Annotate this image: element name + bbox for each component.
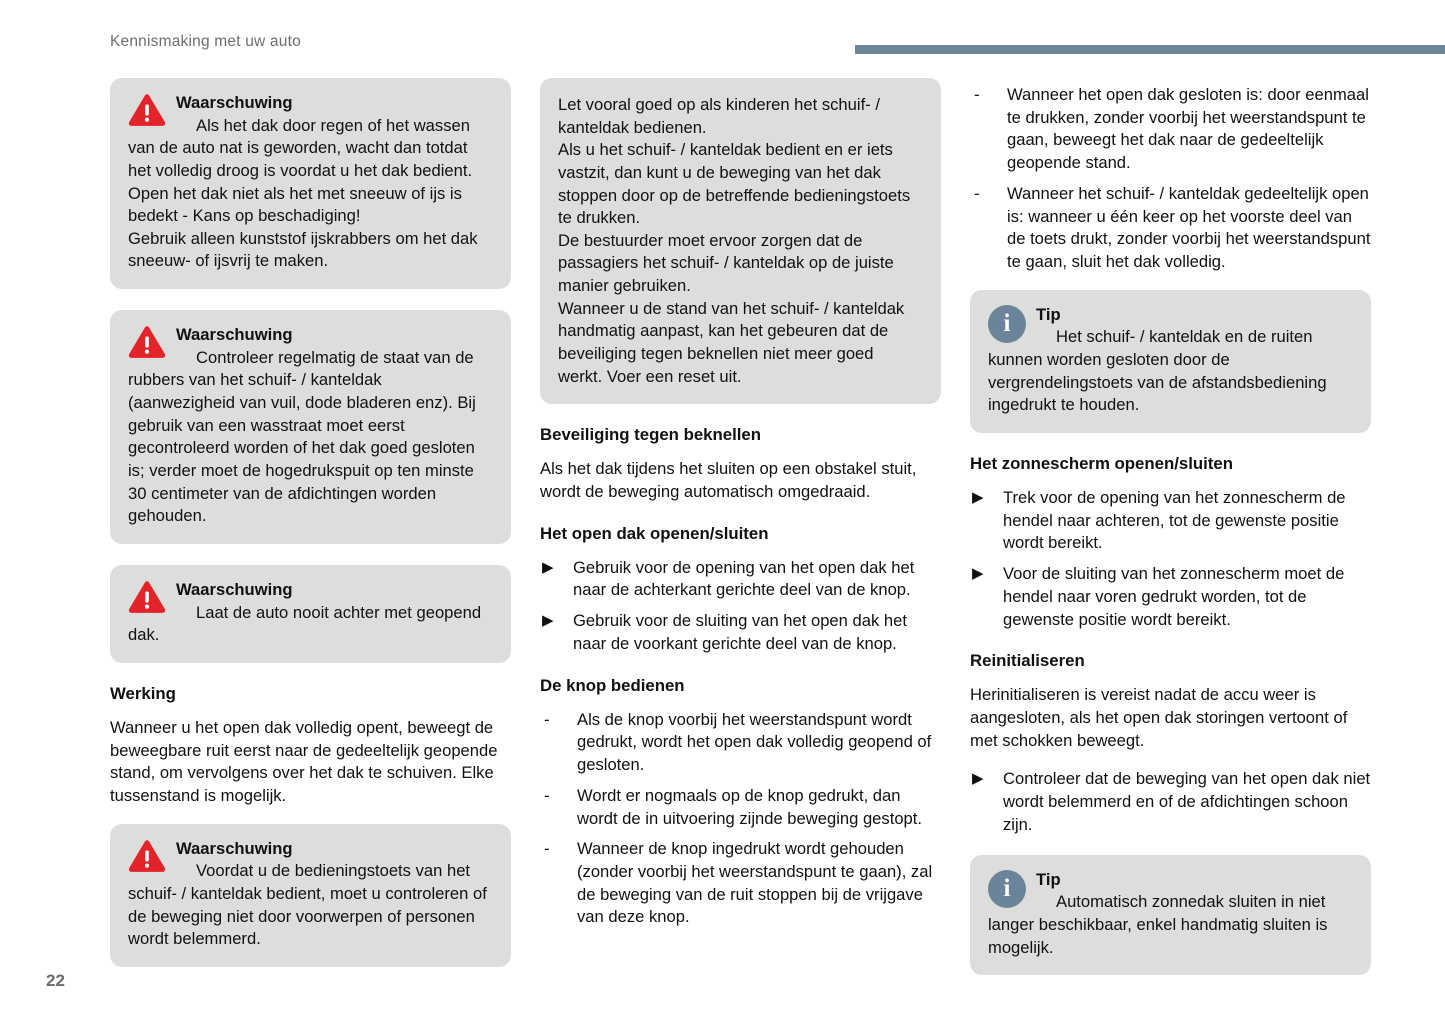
warning-callout-1-lead: Als het dak door regen of het wassen — [196, 115, 470, 135]
column3-top-list — [970, 84, 1371, 274]
warning-triangle-icon — [128, 580, 166, 613]
list-item — [970, 183, 1371, 274]
warning-callout-2-rest: de rubbers van het schuif- / kanteldak (aanwezigheid van vuil, dode bladeren enz). Bij gebruik van een wasstraat moet eerst gecontroleerd worden of het dak goed gesloten is; verder moet de hogedrukspuit op ten minste 30 centimeter van de afdichtingen worden gehouden. — [128, 347, 476, 526]
tip-callout-1-title: Tip — [1036, 304, 1061, 324]
list-item-text: Controleer dat de beweging van het open dak niet wordt belemmerd en of de afdichtingen schoon zijn. — [1003, 769, 1371, 834]
list-item — [540, 610, 941, 655]
tip-callout-2-lead: Automatisch zonnedak sluiten in niet — [1056, 892, 1326, 912]
warning-callout-4-lead: Voordat u de bedieningstoets van — [196, 861, 443, 881]
triangle-bullet-icon: ▶ — [542, 558, 554, 576]
tip-callout-1 — [970, 290, 1371, 433]
tip-callout-2-body — [988, 869, 1351, 960]
reinitialiseren-list — [970, 768, 1371, 836]
tip-callout-2-title: Tip — [1036, 869, 1061, 889]
heading-zonnescherm: Het zonnescherm openen/sluiten — [970, 453, 1233, 473]
warning-callout-3-lead: Laat de auto nooit achter met — [196, 602, 412, 622]
heading-open-dak: Het open dak openen/sluiten — [540, 523, 769, 543]
info-circle-icon: i — [988, 870, 1026, 908]
list-item — [540, 785, 941, 830]
knop-bedienen-list — [540, 709, 941, 929]
page-header-title: Kennismaking met uw auto — [110, 33, 301, 50]
list-item-text: Wanneer het schuif- / kanteldak gedeeltelijk open is: wanneer u één keer op het voorste deel van de toets drukt, zonder voorbij het weerstandspunt te gaan, sluit het dak volledig. — [1007, 183, 1371, 272]
info-callout-children — [540, 78, 941, 404]
heading-de-knop-bedienen: De knop bedienen — [540, 675, 685, 695]
list-item — [540, 838, 941, 929]
warning-callout-2 — [110, 310, 511, 544]
list-item-text: Als de knop voorbij het weerstandspunt wordt gedrukt, wordt het open dak volledig geopend of gesloten. — [577, 709, 932, 775]
list-item-text: Voor de sluiting van het zonnescherm moet de hendel naar voren gedrukt worden, tot de gewenste positie wordt bereikt. — [1003, 564, 1345, 629]
warning-callout-4-title: Waarschuwing — [176, 838, 293, 858]
tip-callout-2 — [970, 855, 1371, 976]
column-1 — [110, 78, 511, 996]
warning-callout-2-title: Waarschuwing — [176, 325, 293, 345]
triangle-bullet-icon: ▶ — [972, 565, 984, 583]
triangle-bullet-icon: ▶ — [972, 488, 984, 506]
heading-beveiliging: Beveiliging tegen beknellen — [540, 425, 762, 445]
beveiliging-paragraph: Als het dak tijdens het sluiten op een obstakel stuit, wordt de beweging automatisch omgedraaid. — [540, 459, 917, 502]
list-item-text: Wanneer het open dak gesloten is: door eenmaal te drukken, zonder voorbij het weerstandspunt te gaan, beweegt het dak naar de gedeeltelijk geopende stand. — [1007, 85, 1369, 173]
triangle-bullet-icon: ▶ — [972, 770, 984, 788]
list-item-text: Wanneer de knop ingedrukt wordt gehouden (zonder voorbij het weerstandspunt te gaan), zal de beweging van de ruit stoppen bij de vrijgave van deze knop. — [577, 839, 933, 927]
warning-callout-3-body — [128, 579, 491, 647]
warning-callout-3 — [110, 565, 511, 663]
header-rule — [855, 45, 1445, 54]
list-item-text: Wordt er nogmaals op de knop gedrukt, dan wordt de in uitvoering zijnde beweging gestopt. — [577, 785, 923, 828]
warning-callout-1 — [110, 78, 511, 289]
tip-callout-1-body — [988, 304, 1351, 417]
warning-triangle-icon — [128, 325, 166, 358]
column-3 — [970, 78, 1371, 996]
triangle-bullet-icon: ▶ — [542, 612, 554, 630]
column-2 — [540, 78, 941, 996]
info-callout-children-body: Let vooral goed op als kinderen het schuif- / kanteldak bedienen. Als u het schuif- / kanteldak bedient en er iets vastzit, dan kunt u de beweging van het dak stoppen door op de betreffende bedieningstoets te drukken. De bestuurder moet ervoor zorgen dat de passagiers het schuif- / kanteldak op de juiste manier gebruiken. Wanneer u de stand van het schuif- / kanteldak handmatig aanpast, kan het gebeuren dat de beveiliging tegen beknellen niet meer goed werkt. Voer een reset uit. — [558, 95, 911, 386]
page-number: 22 — [46, 971, 65, 990]
list-item-text: Trek voor de opening van het zonnescherm de hendel naar achteren, tot de gewenste positie wordt bereikt. — [1003, 487, 1346, 553]
warning-callout-1-title: Waarschuwing — [176, 93, 293, 112]
open-dak-list — [540, 557, 941, 656]
werking-paragraph: Wanneer u het open dak volledig opent, beweegt de beweegbare ruit eerst naar de gedeeltelijk geopende stand, om vervolgens over het dak te schuiven. Elke tussenstand is mogelijk. — [110, 717, 498, 805]
warning-callout-4-body — [128, 838, 491, 951]
zonnescherm-list — [970, 487, 1371, 631]
list-item — [970, 768, 1371, 836]
warning-callout-4-rest: het schuif- / kanteldak bedient, moet u controleren of de beweging niet door voorwerpen of personen wordt belemmerd. — [128, 861, 487, 949]
list-item — [540, 557, 941, 602]
warning-callout-1-rest: van de auto nat is geworden, wacht dan totdat het volledig droog is voordat u het dak bedient. Open het dak niet als het met sneeuw of ijs is bedekt - Kans op beschadiging! Gebruik alleen kunststof ijskrabbers om het dak sneeuw- of ijsvrij te maken. — [128, 138, 478, 271]
list-item — [970, 563, 1371, 631]
reinitialiseren-paragraph: Herinitialiseren is vereist nadat de accu weer is aangesloten, als het open dak storingen vertoont of met schokken beweegt. — [970, 685, 1348, 750]
warning-callout-2-lead: Controleer regelmatig de staat van — [196, 347, 451, 367]
warning-callout-1-body — [128, 92, 491, 273]
warning-callout-3-title: Waarschuwing — [176, 579, 293, 599]
list-item-text: Gebruik voor de opening van het open dak het naar de achterkant gerichte deel van de knop. — [573, 557, 915, 600]
list-item — [970, 487, 1371, 555]
tip-callout-1-rest: de ruiten kunnen worden gesloten door de vergrendelingstoets van de afstandsbediening ingedrukt te houden. — [988, 327, 1327, 415]
list-item-text: Gebruik voor de sluiting van het open dak het naar de voorkant gerichte deel van de knop. — [573, 611, 907, 653]
heading-reinitialiseren: Reinitialiseren — [970, 651, 1085, 671]
info-circle-icon: i — [988, 305, 1026, 343]
warning-triangle-icon — [128, 839, 166, 872]
warning-callout-2-body — [128, 324, 491, 528]
heading-werking: Werking — [110, 683, 176, 703]
dash-bullet-icon: - — [974, 85, 980, 104]
tip-callout-1-lead: Het schuif- / kanteldak en — [1056, 327, 1244, 347]
warning-callout-4 — [110, 824, 511, 967]
dash-bullet-icon: - — [544, 785, 550, 805]
list-item — [970, 84, 1371, 175]
list-item — [540, 709, 941, 777]
dash-bullet-icon: - — [974, 183, 980, 203]
tip-callout-2-rest: langer beschikbaar, enkel handmatig sluiten is mogelijk. — [988, 914, 1328, 957]
warning-triangle-icon — [128, 93, 166, 126]
page-columns — [110, 78, 1372, 996]
warning-callout-3-rest: geopend dak. — [128, 602, 482, 645]
dash-bullet-icon: - — [544, 709, 550, 729]
dash-bullet-icon: - — [544, 839, 550, 859]
